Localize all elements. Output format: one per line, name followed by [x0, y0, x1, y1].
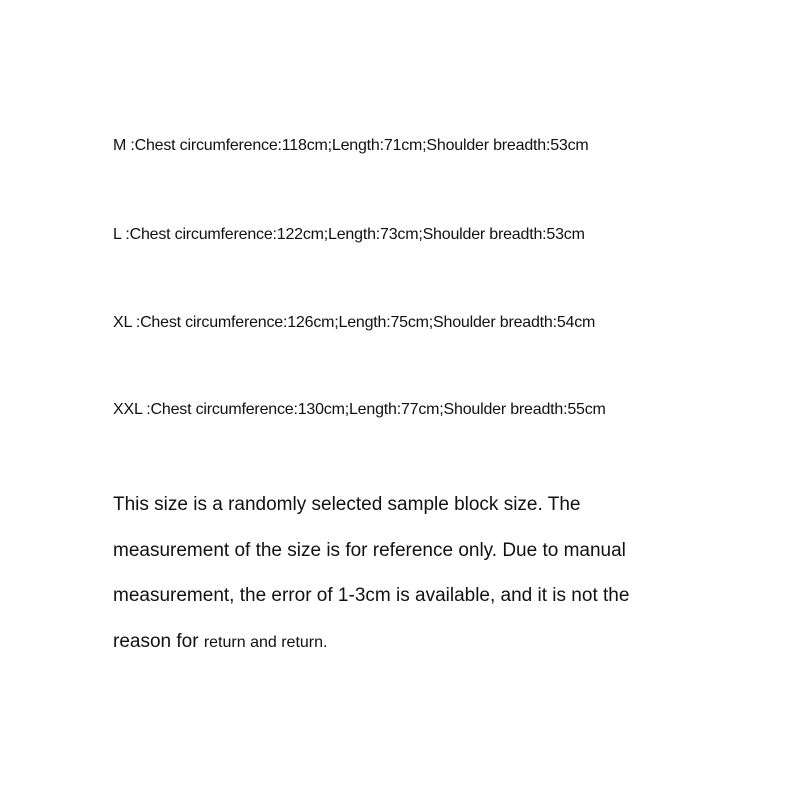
- note-line-4: [113, 619, 713, 666]
- size-row-xl: XL :Chest circumference:126cm;Length:75cm;Shoulder breadth:54cm: [113, 314, 596, 331]
- size-row-m: M :Chest circumference:118cm;Length:71cm;Shoulder breadth:53cm: [113, 137, 589, 154]
- note-line-4-start: reason for: [113, 630, 204, 652]
- note-line-1: This size is a randomly selected sample block size. The: [113, 494, 581, 515]
- note-line-3: measurement, the error of 1-3cm is available, and it is not the: [113, 585, 630, 606]
- size-row-l: L :Chest circumference:122cm;Length:73cm;Shoulder breadth:53cm: [113, 226, 585, 243]
- note-line-2: measurement of the size is for reference only. Due to manual: [113, 539, 626, 561]
- measurement-note: [113, 482, 713, 665]
- note-line-4-end: return and return.: [203, 633, 328, 651]
- size-row-xxl: XXL :Chest circumference:130cm;Length:77cm;Shoulder breadth:55cm: [113, 401, 606, 418]
